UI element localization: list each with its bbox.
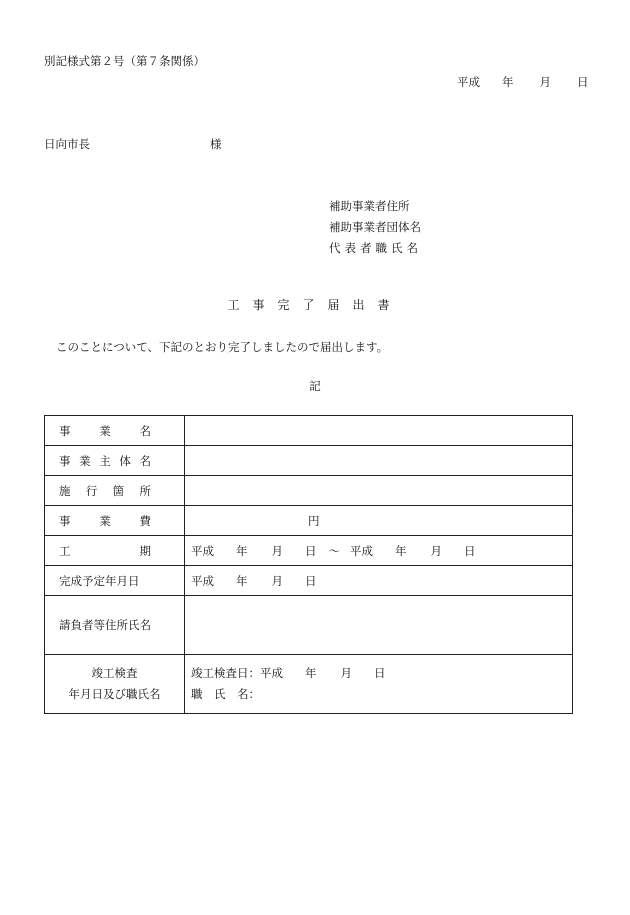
row-contractor [45,596,573,655]
row-location [45,476,573,506]
applicant-org: 補助事業者団体名 [329,220,421,234]
row-cost [45,506,573,536]
ki-heading: 記 [309,379,321,393]
applicant-address: 補助事業者住所 [329,199,410,213]
date-month: 月 [539,75,551,89]
row-project-name [45,416,573,446]
label-period: 工 期 [45,536,185,566]
document-title: 工事完了届出書 [227,298,403,312]
value-location[interactable] [185,476,573,506]
row-operator [45,446,573,476]
date-day: 日 [577,75,589,89]
applicant-block [329,196,422,259]
value-operator[interactable] [185,446,573,476]
label-operator: 事 業 主 体 名 [45,446,185,476]
row-period [45,536,573,566]
value-project-name[interactable] [185,416,573,446]
addressee-name: 日向市長 [44,137,90,151]
cost-unit: 円 [308,513,320,528]
label-contractor: 請負者等住所氏名 [45,596,185,655]
value-planned-completion[interactable]: 平成 年 月 日 [185,566,573,596]
label-location: 施 行 箇 所 [45,476,185,506]
form-id: 別記様式第２号（第７条関係） [44,54,205,68]
addressee-honorific: 様 [210,137,222,151]
row-inspection [45,655,573,714]
value-cost[interactable] [185,506,573,536]
value-period[interactable]: 平成 年 月 日 〜 平成 年 月 日 [185,536,573,566]
label-project-name: 事 業 名 [45,416,185,446]
label-cost: 事 業 費 [45,506,185,536]
header-date [457,74,589,90]
date-era: 平成 [457,75,480,89]
applicant-rep: 代表者職氏名 [329,241,422,255]
row-planned-completion [45,566,573,596]
details-table [44,415,573,714]
body-text: このことについて、下記のとおり完了しましたので届出します。 [56,340,389,354]
value-contractor[interactable] [185,596,573,655]
value-inspection[interactable]: 竣工検査日：平成 年 月 日 職 氏 名： [185,655,573,714]
label-planned-completion: 完成予定年月日 [45,566,185,596]
date-year: 年 [502,75,514,89]
label-inspection: 竣工検査 年月日及び職氏名 [45,655,185,714]
